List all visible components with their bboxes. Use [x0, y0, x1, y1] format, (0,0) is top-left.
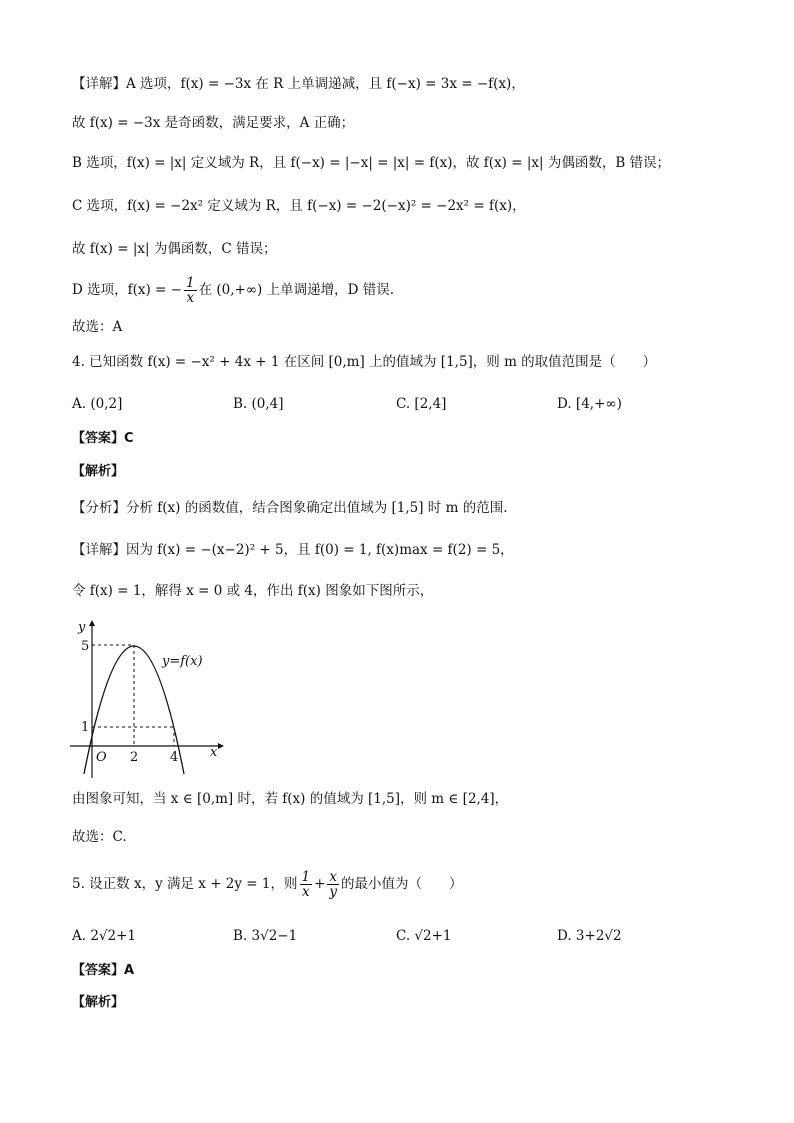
q3-detail-line5: 故 f(x) = |x| 为偶函数，C 错误； — [72, 241, 277, 257]
q5-option-b: B. 3√2−1 — [233, 928, 298, 944]
tick-label-5: 5 — [81, 639, 90, 654]
q3-detail-line1: 【详解】A 选项，f(x) = −3x 在 R 上单调递减，且 f(−x) = 3x = −f(x)， — [72, 76, 525, 92]
q3-detail-line2: 故 f(x) = −3x 是奇函数，满足要求，A 正确； — [72, 115, 355, 131]
origin-label: O — [96, 750, 107, 765]
q4-option-d: D. [4,+∞) — [557, 396, 622, 412]
q5-option-a: A. 2√2+1 — [72, 928, 137, 944]
q4-ling: 令 f(x) = 1，解得 x = 0 或 4，作出 f(x) 图象如下图所示， — [72, 583, 434, 599]
q5-answer: 【答案】A — [72, 963, 135, 978]
q3-choose: 故选：A — [72, 319, 123, 335]
q4-stem: 4. 已知函数 f(x) = −x² + 4x + 1 在区间 [0,m] 上的值域为 [1,5]，则 m 的取值范围是（ ） — [72, 354, 657, 370]
q5-fraction-2-numerator: x — [327, 870, 339, 885]
q3-line6-prefix: D 选项，f(x) = − — [72, 282, 182, 298]
tick-label-2: 2 — [130, 750, 139, 765]
y-axis-label: y — [78, 620, 86, 635]
q4-choose: 故选：C. — [72, 829, 127, 845]
q5-stem-prefix: 5. 设正数 x，y 满足 x + 2y = 1，则 — [72, 876, 298, 892]
parabola-graph — [70, 618, 230, 778]
q4-conclusion: 由图象可知，当 x ∈ [0,m] 时，若 f(x) 的值域为 [1,5]，则 m ∈ [2,4]， — [72, 791, 509, 807]
q5-analysis-heading: 【解析】 — [72, 995, 125, 1010]
q5-option-c: C. √2+1 — [396, 928, 452, 944]
q4-option-a: A. (0,2] — [72, 396, 123, 412]
y-axis-arrow — [89, 620, 95, 626]
tick-label-1: 1 — [81, 720, 90, 735]
q5-stem-suffix: 的最小值为（ ） — [341, 876, 463, 892]
q5-fraction-1-denominator: x — [301, 884, 310, 900]
q4-option-c: C. [2,4] — [396, 396, 447, 412]
x-axis-label: x — [210, 745, 218, 760]
q4-analysis-heading: 【解析】 — [72, 464, 125, 479]
q5-fraction-2-denominator: y — [329, 884, 338, 900]
tick-label-4: 4 — [170, 750, 179, 765]
q3-detail-line6 — [72, 276, 394, 305]
q3-fraction — [184, 276, 197, 305]
q3-detail-line3: B 选项，f(x) = |x| 定义域为 R，且 f(−x) = |−x| = |x| = f(x)，故 f(x) = |x| 为偶函数，B 错误； — [72, 155, 671, 171]
q5-option-d: D. 3+2√2 — [557, 928, 622, 944]
q5-fraction-1 — [300, 870, 313, 899]
q4-option-b: B. (0,4] — [233, 396, 284, 412]
q5-stem — [72, 870, 463, 899]
q3-fraction-denominator: x — [186, 290, 195, 306]
curve-label: y=f(x) — [162, 654, 203, 669]
q5-fraction-1-numerator: 1 — [301, 869, 311, 885]
q4-answer: 【答案】C — [72, 431, 134, 446]
q3-detail-line4: C 选项，f(x) = −2x² 定义域为 R，且 f(−x) = −2(−x)² = −2x² = f(x)， — [72, 198, 526, 214]
q4-detail: 【详解】因为 f(x) = −(x−2)² + 5，且 f(0) = 1, f(x)max = f(2) = 5， — [72, 542, 514, 558]
q4-fenxi: 【分析】分析 f(x) 的函数值，结合图象确定出值域为 [1,5] 时 m 的范围. — [72, 500, 508, 516]
q5-plus: + — [314, 876, 326, 892]
x-axis-arrow — [218, 743, 224, 749]
q3-line6-suffix: 在 (0,+∞) 上单调递增，D 错误. — [198, 282, 395, 298]
q3-fraction-numerator: 1 — [185, 275, 195, 291]
q5-fraction-2 — [327, 870, 339, 899]
